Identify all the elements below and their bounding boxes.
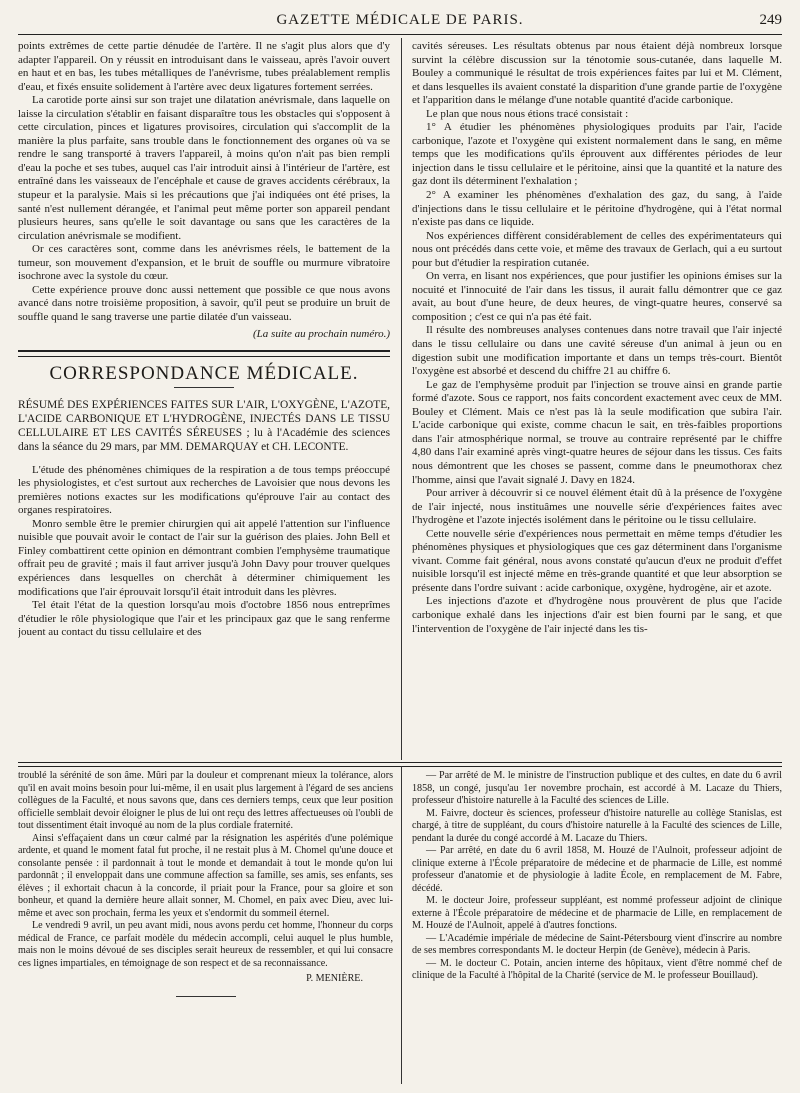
obituary-paragraph: Ainsi s'effaçaient dans un cœur calmé par la résignation les aspérités d'une polémique ardente, et quand le moment fatal fut proche, il ne restait plus à M. Chomel qu'une douce et consolante pensée : il pardonnait à tout le monde et demandait à tout le monde qu'on lui pardonnât ; il enveloppait dans une commune affection sa famille, ses amis, ses enfants, ses élèves ; il exhortait chacun à la concorde, il priait pour la France, pour sa gloire et son bonheur, et quand la dernière heure allait sonner, M. Chomel, en paix avec Dieu, avec lui-même et avec son prochain, ferma les yeux et s'endormit du sommeil éternel.	[18, 832, 393, 919]
article-paragraph: 1° A étudier les phénomènes physiologiques produits par l'air, l'acide carbonique, l'azote et l'oxygène qui existent normalement dans le sang, en même temps que les modifications qu'ils éprouvent aux différentes périodes de leur injection dans le tissu cellulaire et le péritoine, ainsi que la quantité et la nature des gaz dont ils déterminent l'exhalation ;	[412, 121, 782, 188]
section-divider	[18, 350, 390, 357]
left-column-top	[18, 40, 390, 740]
section-title: CORRESPONDANCE MÉDICALE.	[18, 367, 390, 388]
article-paragraph: L'étude des phénomènes chimiques de la respiration a de tous temps préoccupé les physiologistes, et c'est surtout aux recherches de Lavoisier que nous devons les premières notions exactes sur les modifications qu'éprouve l'air au contact des organes respiratoires.	[18, 463, 390, 517]
obituary-paragraph: Le vendredi 9 avril, un peu avant midi, nous avons perdu cet homme, l'honneur du corps médical de France, ce parfait modèle du médecin accompli, celui auquel le plus humble, mais non le moins dévoué de ses disciples serait heureux de ressembler, et qui lui consacre ces lignes impartiales, en témoignage de son respect et de sa reconnaissance.	[18, 920, 393, 969]
article-paragraph: On verra, en lisant nos expériences, que pour justifier les opinions émises sur la nocuité et l'innocuité de l'air dans les tissus, il aurait fallu démontrer que ce gaz avait, au bout d'une heure, de deux heures, de vingt-quatre heures, conservé sa composition ; c'est ce qui n'a pas été fait.	[412, 270, 782, 323]
article-paragraph: Monro semble être le premier chirurgien qui ait appelé l'attention sur l'influence nuisible que pouvait avoir le contact de l'air sur la guérison des plaies. John Bell et Finley combattirent cette opinion en démontrant combien l'emphysème traumatique offrait peu de gravité ; mais il faut arriver jusqu'à John Davy pour trouver quelques expériences dans lesquelles on cherchât à déterminer chimiquement les modifications que l'air éprouvait lorsqu'il était introduit dans les plèvres.	[18, 517, 390, 598]
end-rule	[176, 996, 236, 997]
journal-title: GAZETTE MÉDICALE DE PARIS.	[276, 12, 524, 28]
article-paragraph: Il résulte des nombreuses analyses contenues dans notre travail que l'air injecté dans le tissu cellulaire ou dans une cavité séreuse d'un animal à jeun ou en digestion subit une modification importante et dans un temps très-court. Bientôt l'oxygène est absorbé et descend du chiffre 21 au chiffre 6.	[412, 324, 782, 378]
news-item: — Par arrêté de M. le ministre de l'instruction publique et des cultes, en date du 6 avril 1858, un congé, jusqu'au 1er novembre prochain, est accordé à M. Lacaze du Thiers, professeur d'histoire naturelle à la Faculté des sciences de Lille.	[412, 770, 782, 806]
horizontal-divider	[18, 762, 782, 767]
right-column-top	[412, 40, 782, 758]
article-paragraph: La carotide porte ainsi sur son trajet une dilatation anévrismale, dans laquelle on laisse la circulation s'établir en faisant disparaître tous les obstacles qui s'opposent à cette circulation, pinces et ligatures provisoires, circulation qui s'accomplit de la manière la plus parfaite, sans trouble dans le fonctionnement des organes où va se rendre le sang transporté à travers l'appareil, à moins qu'on n'ait pas bien rempli d'eau la poche et ses tubes, auquel cas l'air introduit ainsi à l'intérieur de l'artère, est entraîné dans les vaisseaux de l'encéphale et cause de graves accidents cérébraux, la stupeur et la paralysie. Mais si les précautions que j'ai indiquées ont été prises, la santé n'est nullement dérangée, et l'animal peut même porter son appareil pendant plusieurs heures, sans qu'elle le soit davantage ou sans que les caractères de la circulation anévrismale se modifient.	[18, 94, 390, 242]
article-paragraph: points extrêmes de cette partie dénudée de l'artère. Il ne s'agit plus alors que d'y adapter l'appareil. On y réussit en introduisant dans le vaisseau, après l'avoir ouvert en haut et en bas, les tubes métalliques de l'anévrisme, tubes préalablement remplis d'eau, et fixés ensuite solidement à l'artère avec deux ligatures fortement serrées.	[18, 40, 390, 93]
article-paragraph: Pour arriver à découvrir si ce nouvel élément était dû à la présence de l'oxygène de l'air injecté, nous instituâmes une nouvelle série d'expériences faites avec l'hydrogène et l'azote injectés isolément dans le péritoine ou le tissu cellulaire.	[412, 487, 782, 527]
article-paragraph: Nos expériences diffèrent considérablement de celles des expérimentateurs qui nous ont précédés dans cette voie, et même des travaux de Gerlach, qui a eu surtout pour but d'étudier la respiration cutanée.	[412, 229, 782, 269]
continuation-note: (La suite au prochain numéro.)	[253, 328, 390, 341]
article-paragraph: Cette nouvelle série d'expériences nous permettait en même temps d'étudier les phénomènes physiques et physiologiques que ces gaz déterminent dans l'organisme vivant. Comme fait général, nous avons constaté qu'aucun d'eux ne produit d'effet nuisible lorsqu'il est injecté même en très-grande quantité et que leur absorption se présente dans l'ordre suivant : acide carbonique, oxygène, hydrogène, air et azote.	[412, 527, 782, 594]
page-number: 249	[759, 12, 782, 28]
article-paragraph: Tel était l'état de la question lorsqu'au mois d'octobre 1856 nous entreprîmes d'étudier le rôle physiologique que l'air et les principaux gaz que le sang renferme jouent au contact du tissu cellulaire et des	[18, 599, 390, 639]
article-paragraph: Le plan que nous nous étions tracé consistait :	[426, 107, 629, 120]
right-column-bottom	[412, 770, 782, 1070]
article-summary: RÉSUMÉ DES EXPÉRIENCES FAITES SUR L'AIR, L'OXYGÈNE, L'AZOTE, L'ACIDE CARBONIQUE ET L'HYDROGÈNE, INJECTÉS DANS LE TISSU CELLULAIRE ET LES CAVITÉS SÉREUSES ; lu à l'Académie des sciences dans la séance du 29 mars, par MM. DEMARQUAY et CH. LECONTE.	[18, 398, 390, 453]
news-item: M. Faivre, docteur ès sciences, professeur d'histoire naturelle au collège Stanislas, est chargé, à titre de suppléant, du cours d'histoire naturelle à la Faculté des sciences de Lille, pendant la durée du congé accordé à M. Lacaze du Thiers.	[412, 807, 782, 844]
left-column-bottom	[18, 770, 393, 1070]
article-paragraph: cavités séreuses. Les résultats obtenus par nous étaient déjà nombreux lorsque survint la célèbre discussion sur la ténotomie sous-cutanée, dans laquelle M. Bouley a communiqué le résultat de trois expériences faites par lui et M. Clément, et dans lesquelles ils avaient constaté la disparition d'une grande partie de l'oxygène et l'apparition dans le mélange d'une notable quantité d'acide carbonique.	[412, 40, 782, 107]
author-signature: P. MENIÈRE.	[306, 973, 363, 984]
article-paragraph: Or ces caractères sont, comme dans les anévrismes réels, le battement de la tumeur, son mouvement d'expansion, et le bruit de souffle ou murmure vibratoire isochrone avec la systole du cœur.	[18, 243, 390, 283]
column-divider-bottom	[401, 766, 402, 1084]
column-divider-top	[401, 38, 402, 760]
news-item: — M. le docteur C. Potain, ancien interne des hôpitaux, vient d'être nommé chef de clinique de la Faculté à l'hôpital de la Charité (service de M. le professeur Bouillaud).	[412, 957, 782, 981]
news-item: — L'Académie impériale de médecine de Saint-Pétersbourg vient d'inscrire au nombre de ses membres correspondants M. le docteur Herpin (de Genève), médecin à Paris.	[412, 932, 782, 956]
news-item: — Par arrêté, en date du 6 avril 1858, M. Houzé de l'Aulnoit, professeur adjoint de clinique externe à l'École préparatoire de médecine et de pharmacie de Lille, est nommé professeur d'anatomie et de physiologie à ladite École, en remplacement de M. Fabre, décédé.	[412, 845, 782, 894]
article-paragraph: Les injections d'azote et d'hydrogène nous prouvèrent de plus que l'acide carbonique exhalé dans les injections d'air est bien fourni par le sang, et que l'intervention de l'oxygène de l'air injecté dans les tis-	[412, 595, 782, 635]
article-paragraph: Cette expérience prouve donc aussi nettement que possible ce que nous avons avancé dans notre troisième proposition, à savoir, qu'il peut se produire un bruit de souffle quand le sang traverse une partie dilatée d'un vaisseau.	[18, 283, 390, 323]
obituary-paragraph: troublé la sérénité de son âme. Mûri par la douleur et comprenant mieux la tolérance, alors qu'il en avait moins besoin pour lui-même, il en usait plus largement à l'égard de ses anciens collègues de la Faculté, et nous savons que, dans ces derniers temps, ceux que leur position officielle semblait devoir éloigner le plus de lui ont reçu des lettres affectueuses où l'oubli de tout dissentiment était invoqué au nom de la plus cordiale fraternité.	[18, 770, 393, 831]
news-item: M. le docteur Joire, professeur suppléant, est nommé professeur adjoint de clinique externe à l'École préparatoire de médecine et de pharmacie de Lille, en remplacement de M. Houzé de l'Aulnoit, appelé à d'autres fonctions.	[412, 895, 782, 931]
article-paragraph: Le gaz de l'emphysème produit par l'injection se trouve ainsi en grande partie formé d'azote. Sous ce rapport, nos faits concordent exactement avec ceux de MM. Bouley et Clément. Mais ce n'est pas là la seule modification que subira l'air. L'acide carbonique qui existe, comme chacun le sait, en très-faibles proportions dans l'air atmosphérique normal, se trouve au contraire représenté par le chiffre 4,80 dans l'air examiné après vingt-quatre heures de séjour dans les tissus. Ces faits nous démontrent que les choses se passent, comme dans le pneumothorax chez l'homme, ainsi que l'avait signalé J. Davy en 1824.	[412, 378, 782, 486]
page-header	[18, 10, 782, 35]
article-paragraph: 2° A examiner les phénomènes d'exhalation des gaz, du sang, à l'aide d'injections dans le tissu cellulaire et le péritoine d'hydrogène, qui à l'état normal n'existe pas dans ce liquide.	[412, 189, 782, 229]
